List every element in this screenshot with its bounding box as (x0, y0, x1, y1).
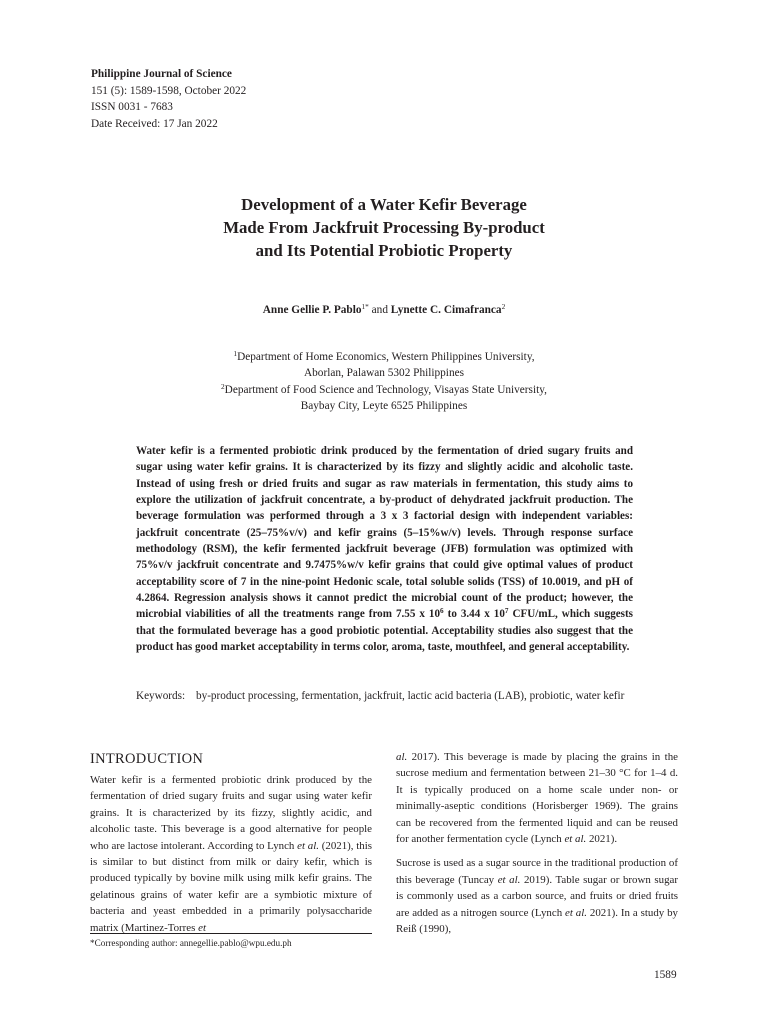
intro-paragraph-2: Sucrose is used as a sugar source in the traditional production of this beverage (Tuncay et al. 2019). Table sugar or brown sugar is commonly used as a carbon source, and fruits or dried fruits are added as a nitrogen source (Lynch et al. 2021). In a study by Reiß (1990), (396, 857, 679, 936)
affiliation-1-mark: 1 (233, 348, 238, 358)
keywords-label: Keywords: (136, 690, 186, 702)
abstract: Water kefir is a fermented probiotic drink produced by the fermentation of dried sugary fruits and sugar using water kefir grains. It is characterized by its fizzy and slightly acidic and alcoholic taste. Instead of using fresh or dried fruits and sugar as raw materials in fermentation, this study aims to explore the utilization of jackfruit concentrate, a by-product of dehydrated jackfruit production. The beverage formulation was performed through a 3 x 3 factorial design with independent variables: jackfruit concentrate (25–75%v/v) and kefir grains (5–15%w/v) levels. Through response surface methodology (RSM), the kefir fermented jackfruit beverage (JFB) formulation was optimized with 75%v/v jackfruit concentrate and 9.7475%w/v kefir grains that could give optimal values of product acceptability score of 7 in the nine-point Hedonic scale, total soluble solids (TSS) of 10.0019, and pH of 4.2864. Regression analysis shows it cannot predict the microbial count of the product; however, the microbial viabilities of all the treatments range from 7.55 x $10^6$ to 3.44 x $10^7$ CFU/mL, which suggests that the formulated beverage has a good probiotic potential. Acceptability studies also suggest that the product has good market acceptability in terms color, aroma, taste, mouthfeel, and general acceptability. (136, 445, 633, 654)
journal-name: Philippine Journal of Science (91, 68, 232, 80)
paper-title (0, 193, 768, 262)
intro-paragraph-1-continued: al. 2017). This beverage is made by placing the grains in the sucrose medium and fermentation between 21–30 °C for 1–4 d. It is typically produced on a home scale under non- or minimally-aseptic conditions (Horisberger 1969). The grains can be recovered from the fermented liquid and can be reused for another fermentation cycle (Lynch et al. 2021). (396, 751, 678, 846)
journal-issn: ISSN 0031 - 7683 (91, 101, 173, 113)
author-list (0, 301, 768, 316)
corresponding-author-footnote: *Corresponding author: annegellie.pablo@wpu.edu.ph (90, 938, 292, 948)
affiliation-2-line-1: $^2$Department of Food Science and Technology, Visayas State University, (221, 381, 547, 396)
left-column (90, 750, 372, 936)
affiliations (0, 349, 768, 415)
footnote-divider (90, 933, 372, 934)
affiliation-1-line-2: Aborlan, Palawan 5302 Philippines (303, 367, 465, 380)
title-line-2: Made From Jackfruit Processing By-product (223, 218, 545, 237)
exponent-2: 7 (504, 607, 509, 616)
title-line-1: Development of a Water Kefir Beverage (241, 195, 527, 214)
journal-volume: 151 (5): 1589-1598, October 2022 (91, 84, 247, 97)
section-heading-introduction: INTRODUCTION (90, 751, 204, 767)
journal-header (91, 66, 246, 132)
author-connector: and (368, 304, 391, 316)
right-column (396, 749, 678, 937)
author-1: Anne Gellie P. Pablo (262, 304, 362, 316)
affiliation-2-line-2: Baybay City, Leyte 6525 Philippines (300, 400, 468, 413)
author-1-affiliation-mark: 1* (361, 301, 369, 311)
affiliation-1-line-1: $^1$Department of Home Economics, Western Philippines University, (233, 348, 535, 363)
exponent-1: 6 (440, 607, 444, 616)
intro-paragraph-1: Water kefir is a fermented probiotic drink produced by the fermentation of dried sugary fruits and sugar using water kefir grains. It is characterized by its fizzy, slightly acidic, and alcoholic taste. This beverage is a good alternative for people who are lactose intolerant. According to Lynch et al. (2021), this is similar to but distinct from milk or dairy kefir, which is produced typically by bovine milk using milk kefir grains. The gelatinous grains of water kefir are a symbiotic mixture of bacteria and yeast embedded in a primarily polysaccharide matrix (Martinez-Torres et (90, 774, 373, 934)
title-line-3: and Its Potential Probiotic Property (255, 241, 513, 260)
author-2-affiliation-mark: 2 (501, 301, 506, 311)
date-received: Date Received: 17 Jan 2022 (91, 117, 218, 130)
affiliation-2-mark: 2 (221, 381, 225, 391)
author-2: Lynette C. Cimafranca (390, 304, 502, 316)
page-number: 1589 (654, 969, 677, 981)
keywords (136, 688, 636, 704)
keywords-text: by-product processing, fermentation, jackfruit, lactic acid bacteria (LAB), probiotic, water kefir (196, 690, 625, 702)
